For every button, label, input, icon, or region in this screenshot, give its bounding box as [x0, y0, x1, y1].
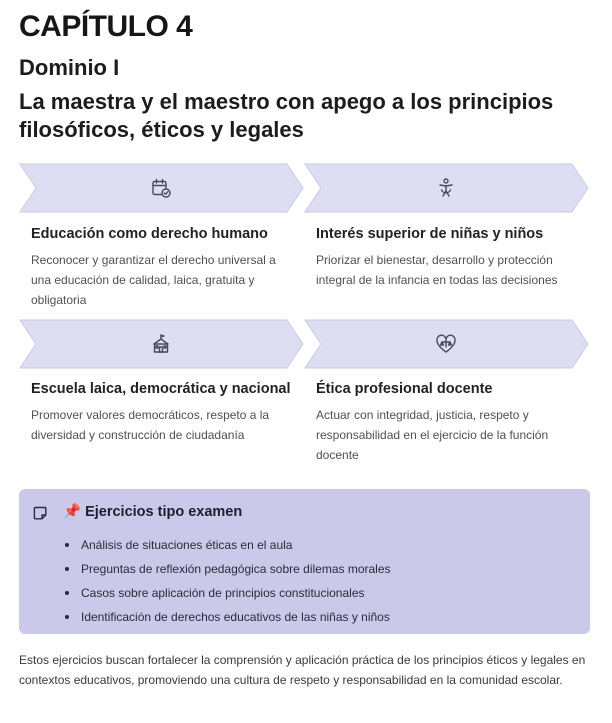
child-accessibility-icon — [435, 177, 457, 199]
exercises-list — [59, 533, 391, 629]
exercises-box — [19, 489, 590, 634]
calendar-check-icon — [150, 177, 172, 199]
card-title-2: Interés superior de niñas y niños — [316, 226, 544, 242]
section-heading: La maestra y el maestro con apego a los principios filosóficos, éticos y legales — [19, 89, 554, 142]
note-icon — [33, 506, 47, 520]
card-title-4: Ética profesional docente — [316, 381, 493, 397]
card-text-4: Actuar con integridad, justicia, respeto y responsabilidad en el ejercicio de la función docente — [316, 408, 549, 462]
chapter-title: CAPÍTULO 4 — [19, 10, 193, 43]
card-banner-2 — [304, 163, 589, 213]
domain-title: Dominio I — [19, 55, 120, 80]
list-item: Análisis de situaciones éticas en el aula — [59, 533, 391, 557]
school-building-icon — [150, 333, 172, 355]
card-text-1: Reconocer y garantizar el derecho universal a una educación de calidad, laica, gratuita y obligatoria — [31, 253, 276, 307]
heart-scale-icon — [435, 333, 457, 355]
card-text-3: Promover valores democráticos, respeto a la diversidad y construcción de ciudadanía — [31, 408, 270, 442]
card-banner-1 — [19, 163, 304, 213]
card-banner-4 — [304, 319, 589, 369]
list-item: Casos sobre aplicación de principios constitucionales — [59, 581, 391, 605]
card-text-2: Priorizar el bienestar, desarrollo y protección integral de la infancia en todas las decisiones — [316, 253, 558, 287]
footer-paragraph: Estos ejercicios buscan fortalecer la comprensión y aplicación práctica de los principios éticos y legales en contextos educativos, promoviendo una cultura de respeto y responsabilidad en la comunidad escolar. — [19, 653, 586, 687]
card-banner-3 — [19, 319, 304, 369]
exercises-title: 📌 Ejercicios tipo examen — [63, 504, 243, 520]
card-title-1: Educación como derecho humano — [31, 226, 268, 242]
list-item: Identificación de derechos educativos de las niñas y niños — [59, 605, 391, 629]
list-item: Preguntas de reflexión pedagógica sobre dilemas morales — [59, 557, 391, 581]
card-title-3: Escuela laica, democrática y nacional — [31, 381, 291, 397]
